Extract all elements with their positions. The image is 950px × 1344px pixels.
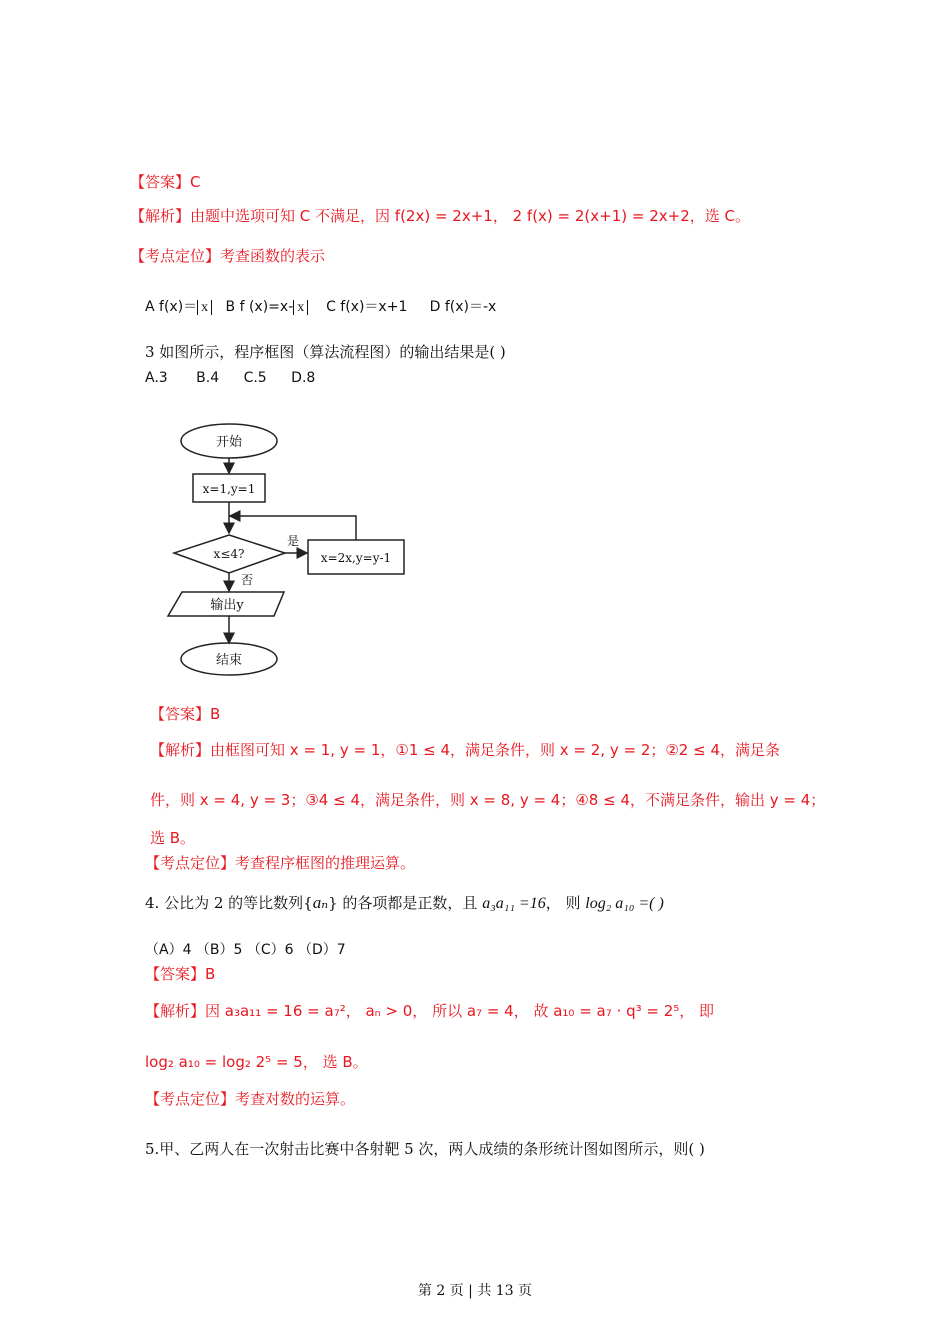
q4-point [145,1089,355,1109]
point-label: 【考点定位】 [145,854,236,872]
explanation-label: 【解析】 [150,741,211,759]
option-d: D f(x)＝-x [429,299,497,315]
explanation-text: 由框图可知 x = 1, y = 1，①1 ≤ 4，满足条件，则 x = 2, y = 2；②2 ≤ 4，满足条 [210,741,781,759]
point-text: 考查程序框图的推理运算。 [235,854,416,872]
q4-stem-pre: 4. 公比为 2 的等比数列{ [145,894,313,912]
q3-option-d: D.8 [291,370,316,386]
flowchart [160,415,420,685]
explanation-text: 由题中选项可知 C 不满足，因 f(2x) = 2x+1， 2 f(x) = 2(x+1) = 2x+2，选 C。 [190,207,750,225]
q3-options [145,368,315,388]
answer-value: B [205,965,216,983]
q3-stem: 3 如图所示，程序框图（算法流程图）的输出结果是( ) [145,343,506,361]
answer-label: 【答案】 [150,705,211,723]
q4-stem-cond: a₃a₁₁ =16 [482,895,546,912]
option-b: B f (x)=x- [225,299,294,315]
q4-stem-seq: aₙ [312,893,329,912]
answer-value: C [190,173,201,191]
q3-answer [150,704,220,724]
q2-explanation [130,206,750,226]
option-b-abs: x [293,300,308,315]
point-label: 【考点定位】 [145,1090,236,1108]
answer-label: 【答案】 [145,965,206,983]
q3-option-b: B.4 [196,370,220,386]
q3-explanation-2: 件，则 x = 4, y = 3；③4 ≤ 4，满足条件，则 x = 8, y = 4；④8 ≤ 4，不满足条件，输出 y = 4； [150,791,826,809]
q2-options [145,297,496,318]
q3-point [145,853,415,873]
q4-stem-mid: } 的各项都是正数，且 [328,894,478,912]
point-label: 【考点定位】 [130,247,221,265]
start-label: 开始 [215,435,243,450]
page-footer: 第 2 页 | 共 13 页 [417,1283,533,1299]
init-label: x=1,y=1 [202,482,256,496]
answer-label: 【答案】 [130,173,191,191]
q4-explanation-1 [145,1001,714,1021]
q3-option-a: A.3 [145,370,168,386]
condition-label: x≤4? [213,547,245,561]
q4-options: （A）4 （B）5 （C）6 （D）7 [145,942,346,958]
no-label: 否 [240,573,254,587]
q2-answer [130,172,201,192]
point-text: 考查函数的表示 [220,247,326,265]
answer-value: B [210,705,221,723]
update-label: x=2x,y=y-1 [320,551,392,565]
end-label: 结束 [215,653,243,668]
q4-stem-log: log₂ a₁₀ =( ) [585,895,664,912]
q3-explanation-3: 选 B。 [150,829,196,847]
option-a: A f(x)＝ [145,299,198,315]
q2-point [130,246,325,266]
q4-stem-post: ， 则 [545,894,581,912]
q4-stem [145,893,664,914]
explanation-label: 【解析】 [145,1002,206,1020]
output-label: 输出y [210,598,244,613]
q5-stem: 5.甲、乙两人在一次射击比赛中各射靶 5 次，两人成绩的条形统计图如图所示，则( ) [145,1140,705,1158]
q4-explanation-2: log₂ a₁₀ = log₂ 2⁵ = 5， 选 B。 [145,1053,368,1071]
option-a-abs: x [197,300,212,315]
option-c: C f(x)＝x+1 [326,299,408,315]
q4-answer [145,964,215,984]
explanation-text: 因 a₃a₁₁ = 16 = a₇²， aₙ > 0， 所以 a₇ = 4， 故 a₁₀ = a₇ · q³ = 2⁵， 即 [205,1002,715,1020]
explanation-label: 【解析】 [130,207,191,225]
yes-label: 是 [286,534,300,548]
q3-option-c: C.5 [243,370,267,386]
q3-explanation-1 [150,740,780,760]
point-text: 考查对数的运算。 [235,1090,356,1108]
